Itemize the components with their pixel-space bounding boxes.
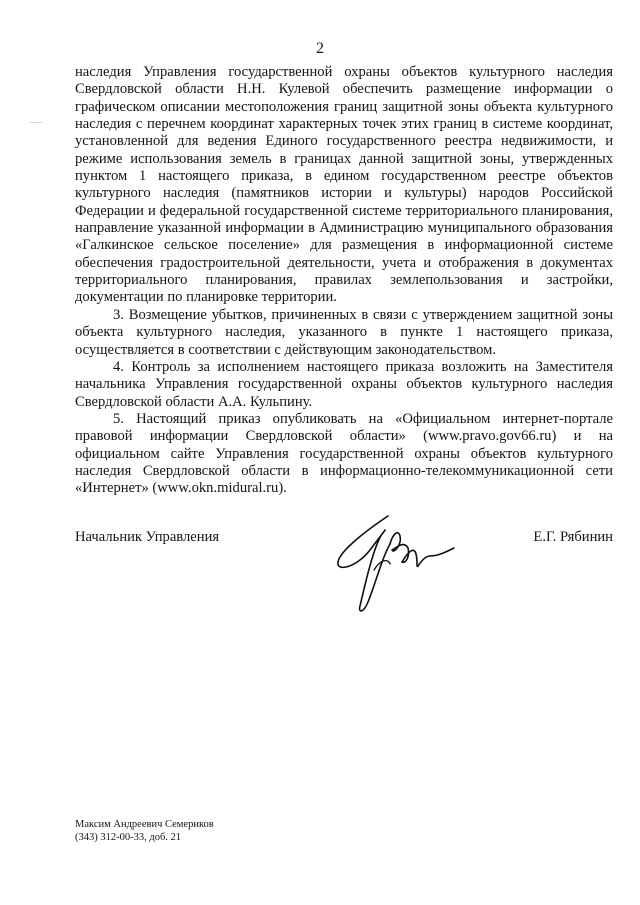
executor-phone: (343) 312-00-33, доб. 21	[75, 832, 182, 843]
executor-name: Максим Андреевич Семериков	[75, 819, 214, 830]
handwritten-signature	[330, 510, 460, 620]
document-body	[75, 64, 613, 498]
paragraph-item-5: 5. Настоящий приказ опубликовать на «Официальном интернет-портале правовой информации Свердловской области» (www.pravo.gov66.ru) и на официальном сайте Управления государственной охраны объектов культурного наследия Свердловской области в информационно-телекоммуникационной сети «Интернет» (www.okn.midural.ru).	[75, 410, 613, 497]
paragraph-item-4: 4. Контроль за исполнением настоящего приказа возложить на Заместителя начальника Управления государственной охраны объектов культурного наследия Свердловской области А.А. Кульпину.	[75, 358, 613, 410]
paragraph-continuation: наследия Управления государственной охраны объектов культурного наследия Свердловской области Н.Н. Кулевой обеспечить размещение информации о графическом описании местоположения границ защитной зоны объекта культурного наследия с перечнем координат характерных точек этих границ в системе координат, установленной для ведения Единого государственного реестра недвижимости, и режиме использования земель в границах данной защитной зоны, утвержденных пунктом 1 настоящего приказа, в едином государственном реестре объектов культурного наследия (памятников истории и культуры) народов Российской Федерации и федеральной государственной системе территориального планирования, направление указанной информации в Администрацию муниципального образования «Галкинское сельское поселение» для размещения в информационной системе обеспечения градостроительной деятельности, учета и отображения в документах территориального планирования, правилах землепользования и застройки, документации по планировке территории.	[75, 64, 613, 306]
signatory-position: Начальник Управления	[75, 529, 220, 545]
signatory-name: Е.Г. Рябинин	[533, 529, 613, 545]
executor-contact	[75, 818, 214, 844]
page-number: 2	[316, 40, 324, 57]
margin-mark	[30, 122, 42, 123]
paragraph-item-3: 3. Возмещение убытков, причиненных в связи с утверждением защитной зоны объекта культурного наследия, указанного в пункте 1 настоящего приказа, осуществляется в соответствии с действующим законодательством.	[75, 306, 613, 358]
